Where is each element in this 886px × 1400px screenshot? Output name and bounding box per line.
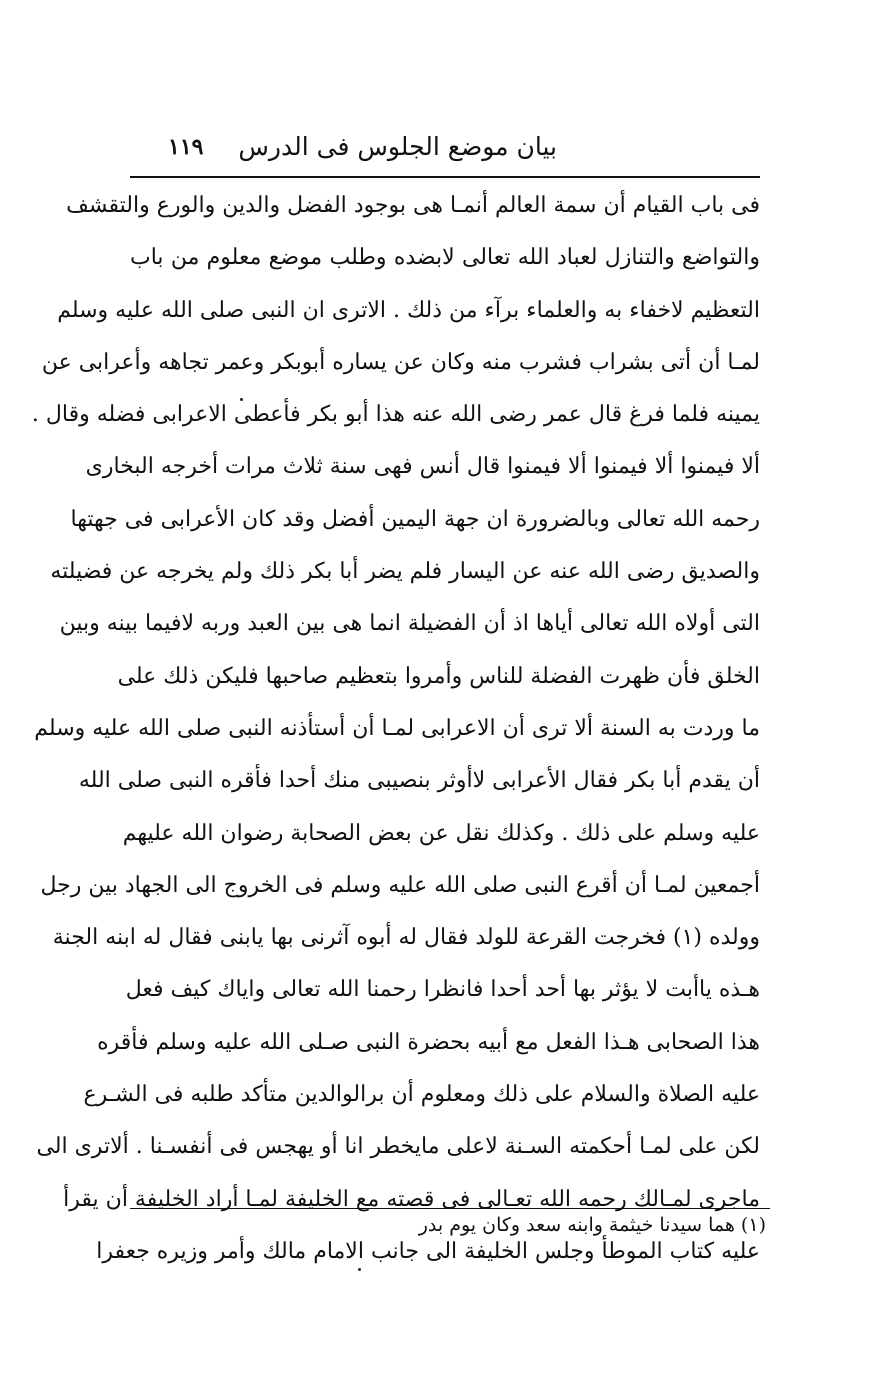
running-title: بيان موضع الجلوس فى الدرس xyxy=(238,132,557,161)
text-line: لكن على لمـا أحكمته السـنة لاعلى مايخطر انا أو يهجس فى أنفسـنا . ألاترى الى xyxy=(36,1134,760,1160)
text-line: هذا الصحابى هـذا الفعل مع أبيه بحضرة النبى صـلى الله عليه وسلم فأقره xyxy=(97,1029,760,1055)
text-line: رحمه الله تعالى وبالضرورة ان جهة اليمين أفضل وقد كان الأعرابى فى جهتها xyxy=(70,506,760,532)
body-text xyxy=(31,180,760,1278)
text-line: أجمعين لمـا أن أقرع النبى صلى الله عليه وسلم فى الخروج الى الجهاد بين رجل xyxy=(40,872,760,898)
text-line: عليه كتاب الموطأ وجلس الخليفة الى جانب الامام مالك وأمر وزيره جعفرا xyxy=(96,1238,760,1264)
text-line: هـذه ياأبت لا يؤثر بها أحد أحدا فانظرا رحمنا الله تعالى واياك كيف فعل xyxy=(125,977,760,1003)
header-rule xyxy=(130,176,760,178)
text-line: والصديق رضى الله عنه عن اليسار فلم يضر أبا بكر ذلك ولم يخرجه عن فضيلته xyxy=(50,559,760,585)
text-line: لمـا أن أتى بشراب فشرب منه وكان عن يساره أبوبكر وعمر تجاهه وأعرابى عن xyxy=(41,349,760,375)
footnote: (١) هما سيدنا خيثمة وابنه سعد وكان يوم بدر xyxy=(418,1214,766,1236)
scan-speck xyxy=(358,1268,361,1271)
text-line: وولده (١) فخرجت القرعة للولد فقال له أبوه آثرنى بها يابنى فقال له ابنه الجنة xyxy=(52,925,760,951)
text-line: يمينه فلما فرغ قال عمر رضى الله عنه هذا أبو بكر فأعطى الاعرابى فضله وقال . xyxy=(31,402,760,428)
page-number: ١١٩ xyxy=(168,134,204,160)
text-line: ما وردت به السنة ألا ترى أن الاعرابى لمـا أن أستأذنه النبى صلى الله عليه وسلم xyxy=(34,715,760,741)
text-line: عليه وسلم على ذلك . وكذلك نقل عن بعض الصحابة رضوان الله عليهم xyxy=(122,820,760,846)
text-line: أن يقدم أبا بكر فقال الأعرابى لاأوثر بنصيبى منك أحدا فأقره النبى صلى الله xyxy=(78,768,760,794)
scan-speck xyxy=(240,398,243,401)
text-line: التى أولاه الله تعالى أياها اذ أن الفضيلة انما هى بين العبد وربه لافيما بينه وبين xyxy=(59,611,760,637)
text-line: ماجرى لمـالك رحمه الله تعـالى فى قصته مع الخليفة لمـا أراد الخليفة أن يقرأ xyxy=(63,1186,760,1212)
text-line: فى باب القيام أن سمة العالم أنمـا هى بوجود الفضل والدين والورع والتقشف xyxy=(66,193,760,218)
text-line: عليه الصلاة والسلام على ذلك ومعلوم أن برالوالدين متأكد طلبه فى الشـرع xyxy=(83,1082,760,1108)
text-line: ألا فيمنوا ألا فيمنوا ألا فيمنوا قال أنس فهى سنة ثلاث مرات أخرجه البخارى xyxy=(85,454,760,480)
text-line: التعظيم لاخفاء به والعلماء برآء من ذلك . الاترى ان النبى صلى الله عليه وسلم xyxy=(57,297,760,323)
footnote-rule xyxy=(130,1208,770,1209)
text-line: الخلق فأن ظهرت الفضلة للناس وأمروا بتعظيم صاحبها فليكن ذلك على xyxy=(117,663,760,689)
page-header xyxy=(132,128,757,172)
text-line: والتواضع والتنازل لعباد الله تعالى لابضده وطلب موضع معلوم من باب xyxy=(130,245,760,271)
